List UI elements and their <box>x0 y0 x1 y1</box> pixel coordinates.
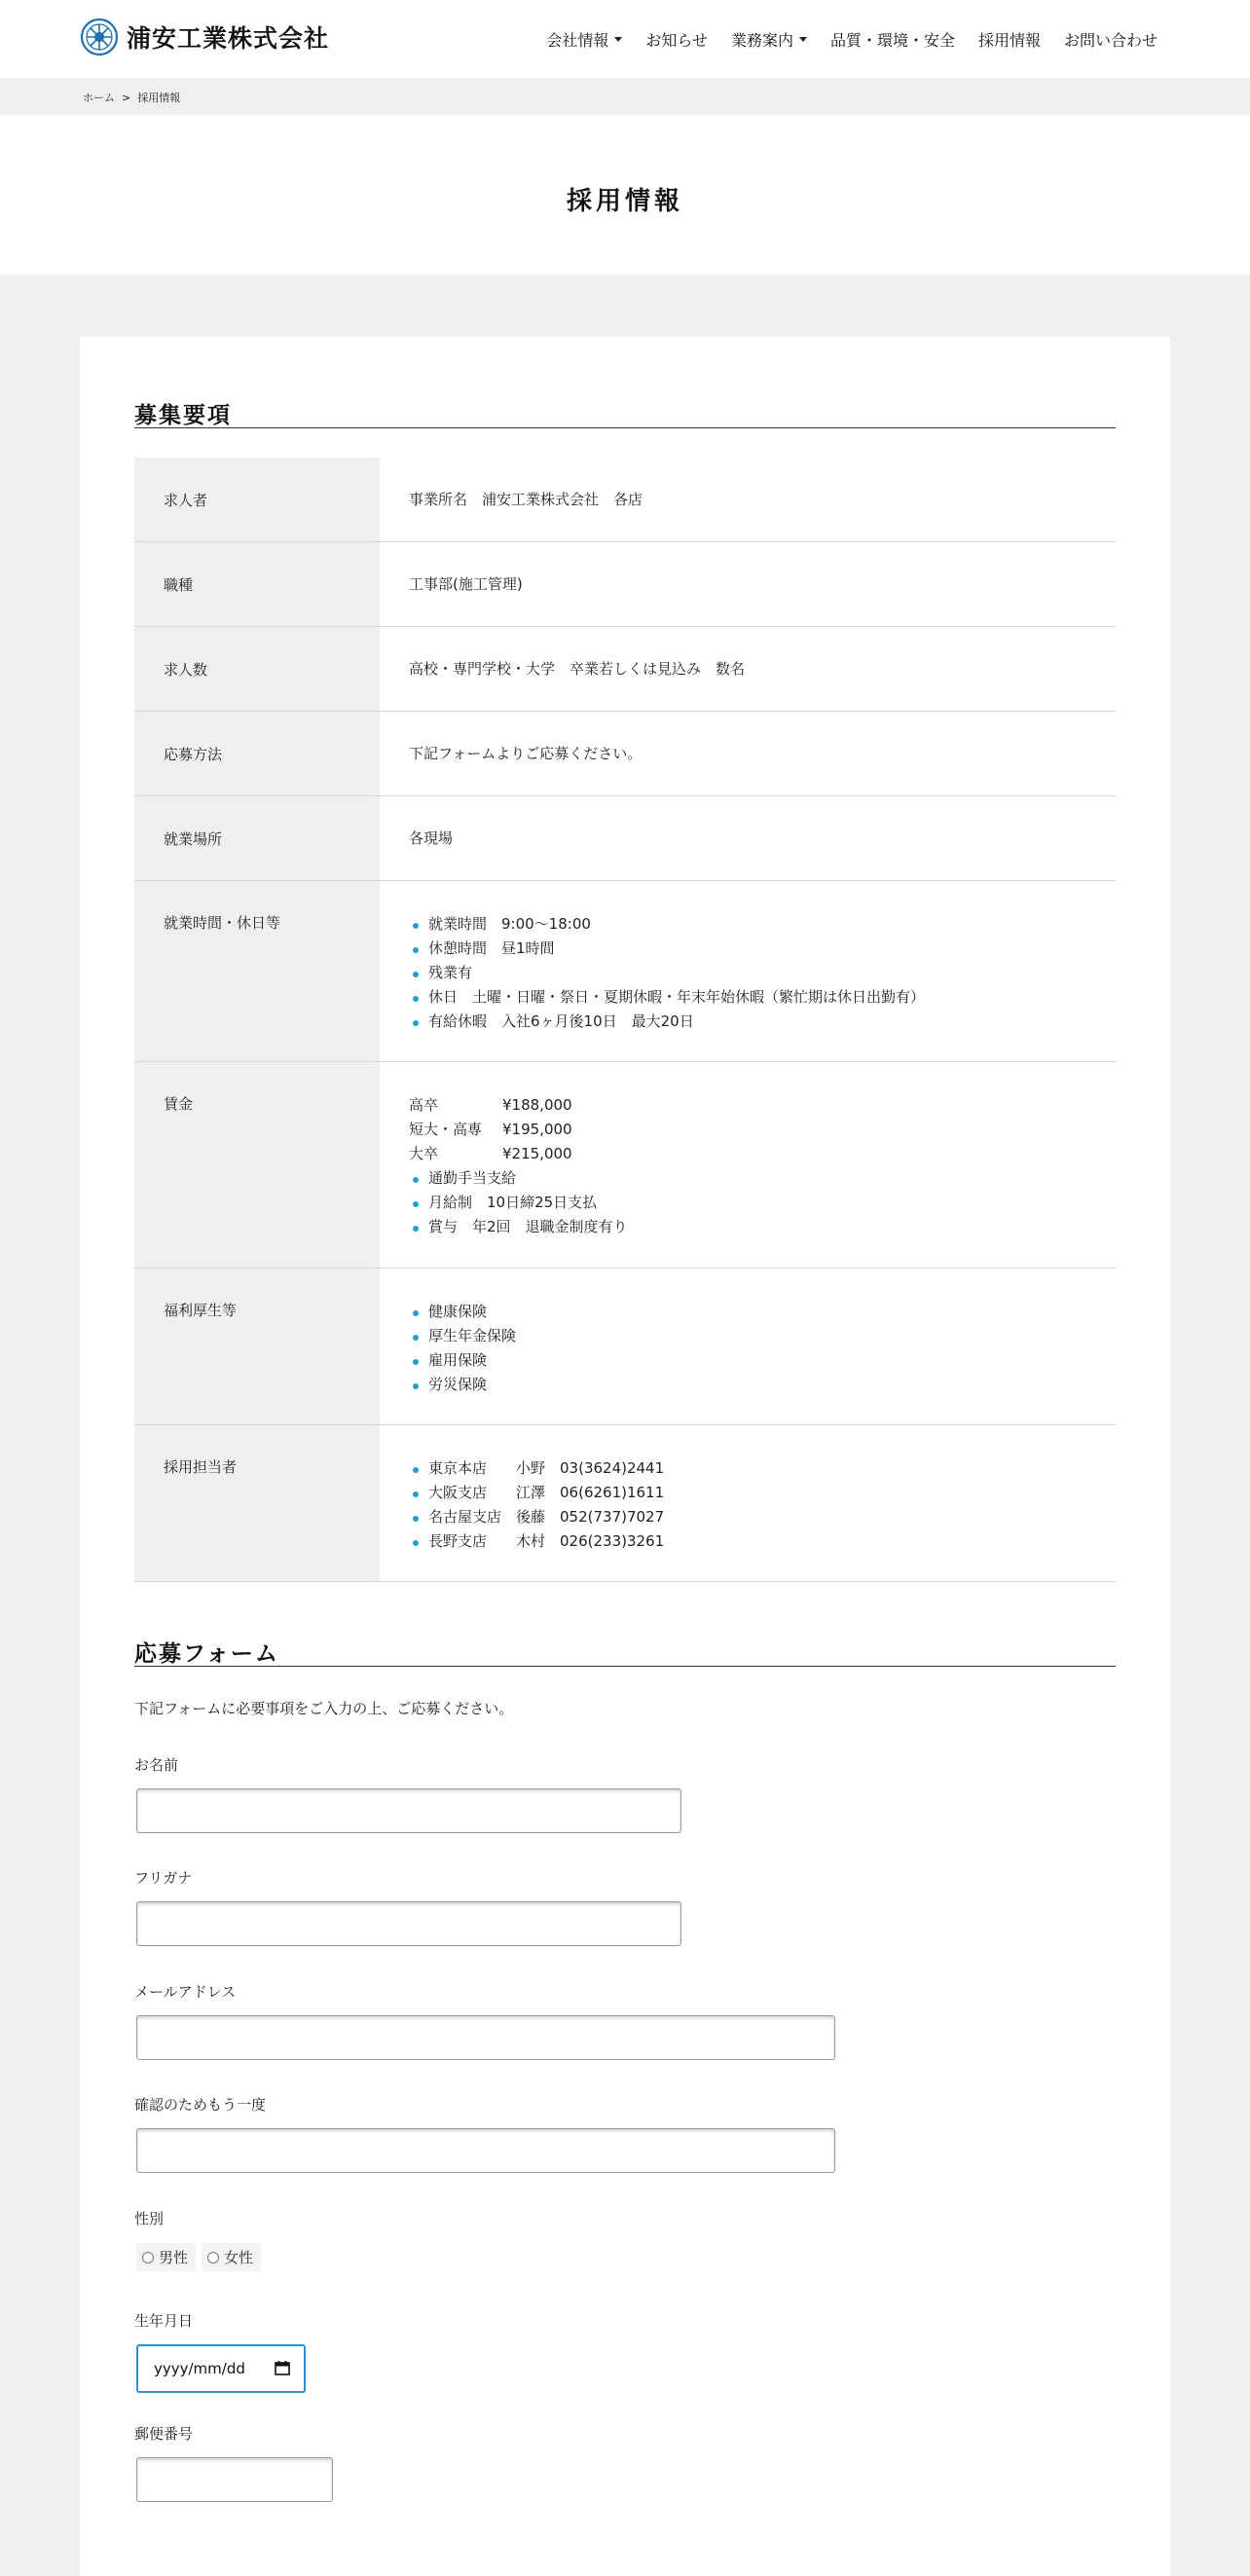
postal-code-input[interactable] <box>136 2457 333 2502</box>
list-item: 労災保険 <box>409 1373 1086 1397</box>
nav-contact[interactable]: お問い合わせ <box>1063 31 1158 50</box>
list-item: 月給制 10日締25日支払 <box>409 1191 1086 1215</box>
wage-line: 短大・高専 ¥195,000 <box>409 1121 572 1138</box>
furigana-label: フリガナ <box>134 1869 193 1887</box>
row-label: 求人数 <box>134 627 380 711</box>
list-item: 厚生年金保険 <box>409 1324 1086 1348</box>
wage-list <box>409 1166 1086 1239</box>
page-title: 採用情報 <box>566 187 683 216</box>
row-value <box>380 1269 1116 1424</box>
table-row <box>134 1269 1116 1425</box>
row-label: 職種 <box>134 542 380 626</box>
row-label: 求人者 <box>134 458 380 541</box>
radio-female[interactable] <box>207 2252 219 2263</box>
row-value: 高校・専門学校・大学 卒業若しくは見込み 数名 <box>409 659 746 678</box>
date-placeholder: yyyy/mm/dd <box>154 2360 245 2377</box>
birthday-date-input[interactable] <box>136 2344 306 2393</box>
chevron-down-icon <box>799 37 807 42</box>
list-item: 就業時間 9:00～18:00 <box>409 912 1086 937</box>
email-label: メールアドレス <box>134 1983 237 2001</box>
company-name: 浦安工業株式会社 <box>127 24 330 53</box>
birthday-label: 生年月日 <box>134 2312 194 2330</box>
table-row <box>134 1425 1116 1582</box>
nav-news[interactable]: お知らせ <box>645 31 708 50</box>
breadcrumb-current: 採用情報 <box>137 92 181 104</box>
row-value: 各現場 <box>409 828 454 847</box>
nav-recruit[interactable]: 採用情報 <box>977 31 1041 50</box>
row-label: 採用担当者 <box>134 1425 380 1581</box>
nav-services[interactable]: 業務案内 <box>731 28 807 51</box>
form-intro: 下記フォームに必要事項をご入力の上、ご応募ください。 <box>134 1700 514 1717</box>
radio-male[interactable] <box>142 2252 154 2263</box>
nav-quality-environment-safety[interactable]: 品質・環境・安全 <box>829 31 955 50</box>
list-item: 大阪支店 江澤 06(6261)1611 <box>409 1481 1086 1505</box>
recruit-heading: 募集要項 <box>134 393 1116 428</box>
wage-line: 大卒 ¥215,000 <box>409 1145 572 1162</box>
gender-radio-group <box>136 2243 261 2271</box>
list-item: 賞与 年2回 退職金制度有り <box>409 1215 1086 1239</box>
gender-label: 性別 <box>134 2210 165 2227</box>
main-content <box>80 337 1170 2576</box>
list-item: 有給休暇 入社6ヶ月後10日 最大20日 <box>409 1010 1086 1034</box>
row-label: 賃金 <box>134 1062 380 1268</box>
name-label: お名前 <box>134 1756 179 1774</box>
table-row <box>134 542 1116 627</box>
table-row <box>134 881 1116 1062</box>
row-value: 下記フォームよりご応募ください。 <box>409 744 643 762</box>
postal-code-label: 郵便番号 <box>134 2425 194 2443</box>
table-row <box>134 458 1116 542</box>
wage-line: 高卒 ¥188,000 <box>409 1096 572 1114</box>
list-item: 健康保険 <box>409 1300 1086 1324</box>
row-value <box>380 1425 1116 1581</box>
row-value: 事業所名 浦安工業株式会社 各店 <box>409 490 643 508</box>
logo[interactable] <box>80 18 329 56</box>
nav-company-info[interactable]: 会社情報 <box>546 28 622 51</box>
requirements-table <box>134 458 1116 1582</box>
row-value <box>380 1062 1116 1268</box>
table-row <box>134 627 1116 712</box>
form-heading: 応募フォーム <box>134 1632 1116 1667</box>
list-item: 休憩時間 昼1時間 <box>409 937 1086 961</box>
breadcrumb-home-link[interactable]: ホーム <box>83 92 115 104</box>
list-item: 通勤手当支給 <box>409 1166 1086 1191</box>
row-label: 応募方法 <box>134 712 380 795</box>
global-nav <box>523 28 1158 51</box>
email-input[interactable] <box>136 2015 835 2060</box>
title-band <box>0 115 1250 275</box>
calendar-icon[interactable] <box>275 2360 290 2375</box>
breadcrumb-separator: > <box>122 91 131 104</box>
row-value <box>380 881 1116 1061</box>
site-header <box>0 0 1250 78</box>
table-row <box>134 1062 1116 1269</box>
row-value: 工事部(施工管理) <box>409 574 523 593</box>
list-item: 休日 土曜・日曜・祭日・夏期休暇・年末年始休暇（繁忙期は休日出勤有） <box>409 985 1086 1010</box>
email-confirm-input[interactable] <box>136 2128 835 2173</box>
list-item: 東京本店 小野 03(3624)2441 <box>409 1456 1086 1481</box>
row-label: 就業時間・休日等 <box>134 881 380 1061</box>
table-row <box>134 796 1116 881</box>
company-emblem-icon <box>80 18 119 56</box>
list-item: 名古屋支店 後藤 052(737)7027 <box>409 1505 1086 1529</box>
list-item: 長野支店 木村 026(233)3261 <box>409 1529 1086 1554</box>
name-input[interactable] <box>136 1788 681 1833</box>
breadcrumb <box>0 78 1250 115</box>
furigana-input[interactable] <box>136 1901 681 1946</box>
hours-list <box>409 912 1086 1034</box>
gender-male-option[interactable]: 男性 <box>136 2243 196 2271</box>
list-item: 雇用保険 <box>409 1348 1086 1373</box>
row-label: 福利厚生等 <box>134 1269 380 1424</box>
row-label: 就業場所 <box>134 796 380 880</box>
welfare-list <box>409 1300 1086 1397</box>
contact-list <box>409 1456 1086 1554</box>
email-confirm-label: 確認のためもう一度 <box>134 2096 267 2114</box>
list-item: 残業有 <box>409 961 1086 985</box>
table-row <box>134 712 1116 796</box>
chevron-down-icon <box>614 37 622 42</box>
gender-female-option[interactable]: 女性 <box>202 2243 261 2271</box>
